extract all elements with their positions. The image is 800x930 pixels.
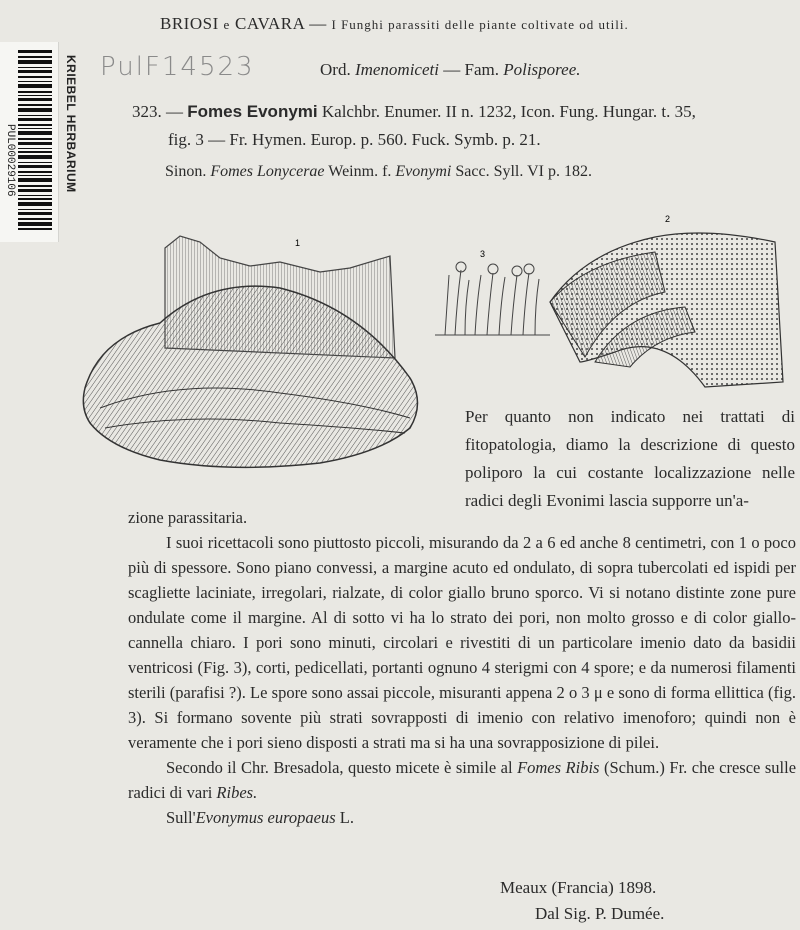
fam-label: — Fam. xyxy=(443,60,499,79)
figure-3-illustration xyxy=(435,245,550,340)
p2-species: Fomes Ribis xyxy=(517,758,600,777)
p2-genus: Ribes. xyxy=(216,783,258,802)
entry-citation-1: Kalchbr. Enumer. II n. 1232, Icon. Fung. Hungar. t. 35, xyxy=(321,102,696,121)
handwritten-accession: PulF14523 xyxy=(100,52,255,82)
body-paragraph-1: I suoi ricettacoli sono piuttosto piccoli, misurando da 2 a 6 ed anche 8 centimetri, con 1 o poco più di spessore. Sono piano convessi, a margine acuto ed ondulato, di sopra tubercolati ed ispidi per scagliette laciniate, irregolari, rialzate, di color giallo bruno sporco. Vi si notano distinte zone pure ondulate come il margine. Al di sotto vi ha lo strato dei pori, non molto grosso e di color giallo-cannella chiaro. I pori sono minuti, circolari e rivestiti di un particolare imenio dato da basidii ventricosi (Fig. 3), corti, pedicellati, portanti ognuno 4 sterigmi con 4 spore; e da numerosi filamenti sterili (parafisi ?). Le spore sono assai piccole, misuranti appena 2 o 3 μ e sono di forma ellittica (fig. 3). Si formano sovente più strati sovrapposti di imenio con relativo imenoforo; quindi non è veramente che i pori sieno disposti a strati ma si ha una sovrapposizione di pilei. xyxy=(128,533,796,752)
ord-label: Ord. xyxy=(320,60,351,79)
description-body xyxy=(128,505,796,830)
header-separator: — xyxy=(309,14,327,33)
author-briosi: BRIOSI xyxy=(160,14,219,33)
barcode-label xyxy=(0,42,59,242)
species-name: Fomes Evonymi xyxy=(187,102,318,121)
barcode-number: PUL00029106 xyxy=(4,124,16,197)
synonym-name: Fomes Lonycerae xyxy=(210,163,325,180)
figure-2-label: 2 xyxy=(665,214,671,224)
p2-mid: (Schum.) Fr. che cresce sulle radici di vari xyxy=(128,758,797,802)
family-name: Polisporee. xyxy=(503,60,581,79)
p2-start: Secondo il Chr. Bresadola, questo micete è simile al xyxy=(166,758,513,777)
barcode-icon xyxy=(18,50,52,230)
series-title: I Funghi parassiti delle piante coltivate od utili. xyxy=(331,17,629,32)
intro-paragraph: Per quanto non indicato nei trattati di fitopatologia, diamo la descrizione di questo poliporo la cui costante localizzazione nelle radici degli Evonimi lascia supporre un'a- xyxy=(465,407,795,510)
author-conjunction: e xyxy=(223,17,231,32)
collector-line: Dal Sig. P. Dumée. xyxy=(535,904,665,923)
figure-1-illustration xyxy=(80,228,430,478)
synonym-ref: Sacc. Syll. VI p. 182. xyxy=(455,163,592,180)
order-name: Imenomiceti xyxy=(354,60,439,79)
sinon-label: Sinon. xyxy=(165,163,207,180)
synonym-line xyxy=(165,163,592,181)
herbarium-label: KRIEBEL HERBARIUM xyxy=(64,55,78,193)
body-paragraph-2 xyxy=(128,755,796,805)
order-line xyxy=(320,60,581,80)
figure-1-label: 1 xyxy=(295,238,301,248)
page-header xyxy=(160,14,629,34)
synonym-author: Weinm. f. xyxy=(328,163,392,180)
body-paragraph-3 xyxy=(128,805,796,830)
locality-line: Meaux (Francia) 1898. xyxy=(500,878,657,897)
entry-number: 323. — xyxy=(132,102,183,121)
figure-3-label: 3 xyxy=(480,249,486,259)
figure-2-illustration xyxy=(545,212,790,392)
author-cavara: CAVARA xyxy=(235,14,305,33)
p3-start: Sull' xyxy=(166,808,196,827)
species-entry xyxy=(132,98,792,154)
synonym-name-2: Evonymi xyxy=(395,163,452,180)
p3-end: L. xyxy=(339,808,354,827)
p3-host: Evonymus europaeus xyxy=(195,808,336,827)
body-continuation: zione parassitaria. xyxy=(128,508,248,527)
entry-citation-2: fig. 3 — Fr. Hymen. Europ. p. 560. Fuck. Symb. p. 21. xyxy=(168,130,541,149)
